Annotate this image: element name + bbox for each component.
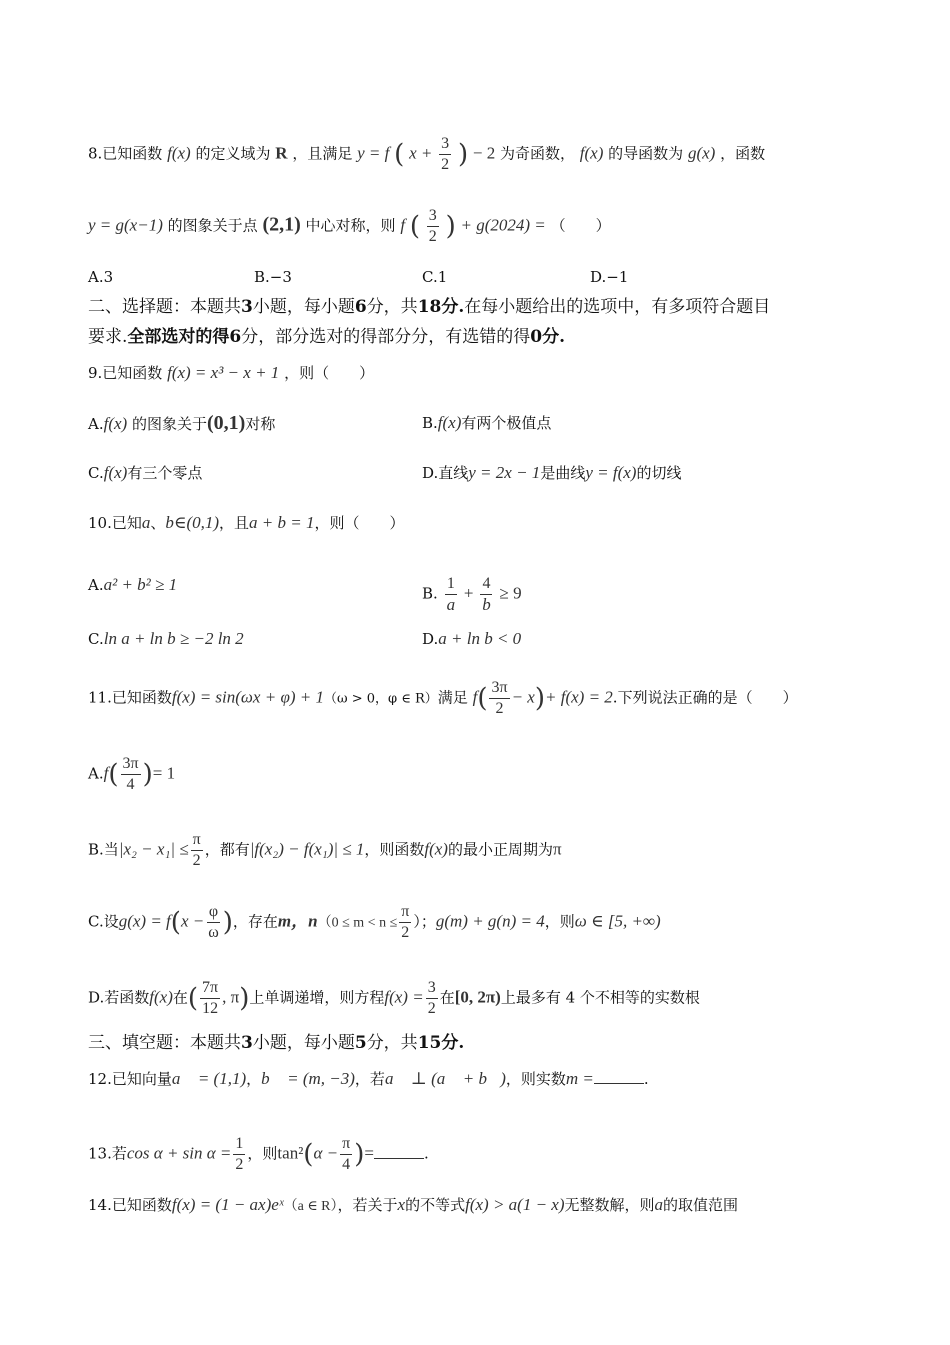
q8-option-c[interactable]: C.1 <box>422 268 448 286</box>
q13: 13.若cos α + sin α = $\frac{1}{2}$ ，则tan²(α − $\frac{\pi}{4}$ )= . <box>88 1135 429 1173</box>
q8-stem-line1: 8.已知函数 f(x) 的定义域为 R ，且满足 y = f ( x + $\frac{3}{2}$ ) − 2 为奇函数， f(x) 的导函数为 g(x) ，函数 <box>88 135 766 173</box>
q9-option-c[interactable]: C.f(x)有三个零点 <box>88 463 203 482</box>
frac-1-a: $\frac{1}{a}$ <box>446 575 456 614</box>
q11-option-a[interactable]: A.f( $\frac{3\pi}{4}$ )= 1 <box>88 755 176 793</box>
frac-4-b: $\frac{4}{b}$ <box>482 575 491 614</box>
section3-heading: 三、填空题：本题共3小题，每小题5分，共15分. <box>88 1033 465 1053</box>
q8-option-d[interactable]: D.−1 <box>590 268 629 286</box>
q11-option-d[interactable]: D.若函数f(x)在( $\frac{7\pi}{12}$ , π)上单调递增，则方程f(x) = $\frac{3}{2}$ 在[0, 2π)上最多有 4 个不相等的实数根 <box>88 979 700 1017</box>
q11-stem: 11.已知函数f(x) = sin(ωx + φ) + 1（ω > 0，φ ∈ R）满足 f( $\frac{3\pi}{2}$ − x)+ f(x) = 2.下列说法正确的是（ ） <box>88 679 798 717</box>
q11-option-b[interactable]: B.当|x₂ − x₁| ≤ $\frac{\pi}{2}$ ，都有|f(x₂) − f(x₁)| ≤ 1，则函数f(x)的最小正周期为π <box>88 831 562 869</box>
q12: 12.已知向量a⃗ = (1,1)，b⃗ = (m, −3)，若a⃗ ⊥ (a⃗ + b⃗)，则实数m = . <box>88 1069 649 1088</box>
q10-option-a[interactable]: A.a² + b² ≥ 1 <box>88 575 178 594</box>
q10-option-c[interactable]: C.ln a + ln b ≥ −2 ln 2 <box>88 629 244 648</box>
q8-stem-line2: y = g(x−1) 的图象关于点 (2,1) 中心对称，则 f ( $\frac{3}{2}$ ) + g(2024) = （ ） <box>88 207 611 245</box>
q9-option-b[interactable]: B.f(x)有两个极值点 <box>422 413 552 432</box>
frac-3-2: $\frac{3}{2}$ <box>441 135 450 173</box>
q11-option-c[interactable]: C.设g(x) = f(x − $\frac{\varphi}{\omega}$ )，存在m，n（0 ≤ m < n ≤ $\frac{\pi}{2}$ ）；g(m) + g(n) = 4，则ω ∈ [5, +∞) <box>88 903 661 941</box>
section2-heading: 二、选择题：本题共3小题，每小题6分，共18分.在每小题给出的选项中，有多项符合题目 要求.全部选对的得6分，部分选对的得部分分，有选错的得0分. <box>88 297 771 347</box>
q9-stem: 9.已知函数 f(x) = x³ − x + 1 ，则（ ） <box>88 363 375 382</box>
q9-option-d[interactable]: D.直线y = 2x − 1是曲线y = f(x)的切线 <box>422 463 682 482</box>
q14: 14.已知函数f(x) = (1 − ax)eˣ（a ∈ R），若关于x的不等式f(x) > a(1 − x)无整数解，则a的取值范围 <box>88 1195 739 1214</box>
q13-answer-blank[interactable] <box>374 1144 424 1159</box>
q10-option-b[interactable]: B. $\frac{1}{a}$ + $\frac{4}{b}$ ≥ 9 <box>422 575 522 614</box>
q8-option-b[interactable]: B.−3 <box>254 268 292 286</box>
q10-option-d[interactable]: D.a + ln b < 0 <box>422 629 522 648</box>
frac-3-2: $\frac{3}{2}$ <box>428 207 437 245</box>
q10-stem: 10.已知a、b∈(0,1)，且a + b = 1，则（ ） <box>88 513 405 532</box>
q9-option-a[interactable]: A.f(x) 的图象关于(0,1)对称 <box>88 412 276 434</box>
q12-answer-blank[interactable] <box>594 1069 644 1084</box>
q8-option-a[interactable]: A.3 <box>88 268 114 286</box>
